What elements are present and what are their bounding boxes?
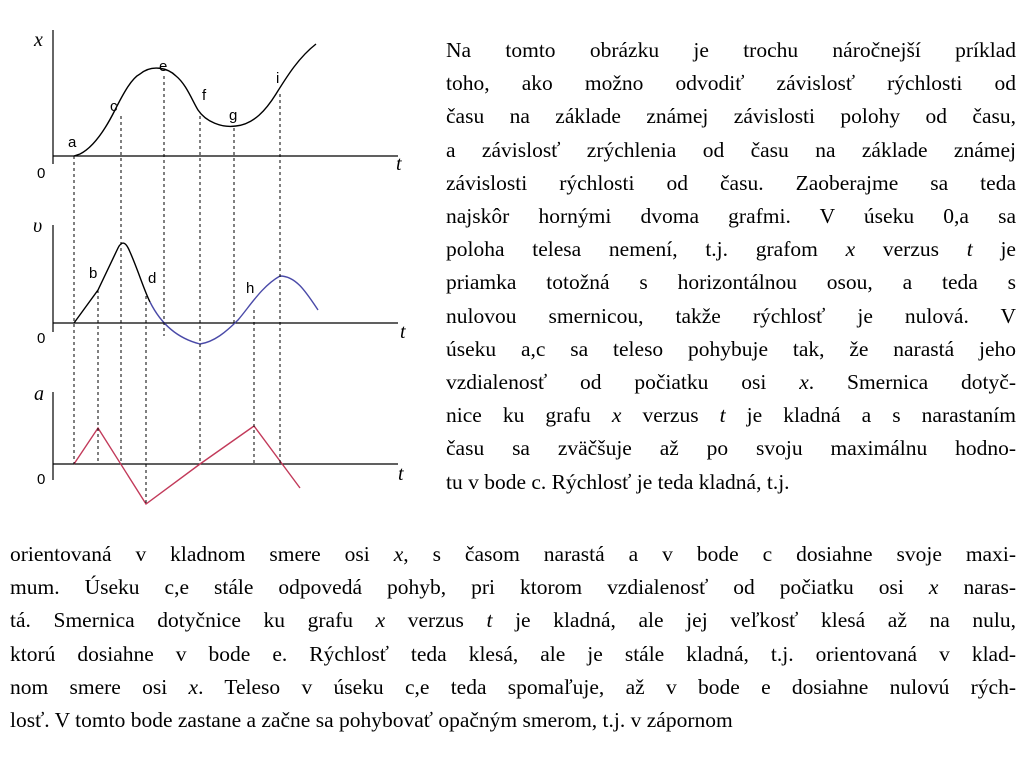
motion-graphs-figure bbox=[0, 20, 430, 520]
text-line bbox=[10, 538, 1016, 571]
text-run: úseku a,c sa teleso pohybuje tak, že narastá jeho bbox=[446, 336, 1016, 361]
position-point-label-c: c bbox=[110, 98, 118, 115]
velocity-t-label: t bbox=[400, 321, 406, 343]
text-run: nice ku grafu bbox=[446, 403, 612, 428]
position-point-label-g: g bbox=[229, 107, 238, 124]
text-run: toho, ako možno odvodiť závislosť rýchlosti od bbox=[446, 71, 1016, 96]
math-variable: t bbox=[719, 403, 726, 428]
velocity-curve-rising bbox=[74, 243, 150, 323]
velocity-point-label-h: h bbox=[246, 280, 255, 297]
text-line bbox=[446, 100, 1016, 133]
text-run: verzus bbox=[621, 403, 720, 428]
text-run: závislosti rýchlosti od času. Zaoberajme sa teda bbox=[446, 170, 1016, 195]
math-variable: x bbox=[393, 542, 404, 566]
position-point-label-a: a bbox=[68, 134, 77, 151]
math-variable: x bbox=[188, 674, 199, 699]
velocity-point-label-b: b bbox=[89, 265, 98, 282]
text-line bbox=[446, 266, 1016, 299]
text-line bbox=[446, 432, 1016, 465]
text-paragraph-right bbox=[446, 34, 1016, 499]
text-line bbox=[446, 233, 1016, 266]
position-t-label: t bbox=[396, 153, 402, 175]
position-graph bbox=[33, 29, 402, 182]
text-run: . Smernica dotyč- bbox=[808, 370, 1016, 395]
acceleration-t-label: t bbox=[398, 463, 404, 485]
text-run: je kladná a s narastaním bbox=[725, 403, 1016, 428]
text-run: času sa zväčšuje až po svoju maximálnu hodno- bbox=[446, 436, 1016, 461]
text-run: nulovou smernicou, takže rýchlosť je nulová. V bbox=[446, 303, 1016, 328]
text-line bbox=[10, 638, 1016, 671]
text-line bbox=[10, 571, 1016, 604]
velocity-y-label: υ bbox=[33, 215, 43, 237]
text-run: , s časom narastá a v bode c dosiahne svoje maxi- bbox=[403, 542, 1016, 566]
text-run: je bbox=[972, 237, 1016, 262]
text-line bbox=[446, 134, 1016, 167]
math-variable: t bbox=[966, 237, 973, 262]
text-line bbox=[446, 466, 1016, 499]
text-run: orientovaná v kladnom smere osi bbox=[10, 542, 394, 566]
math-variable: x bbox=[799, 370, 809, 395]
text-line bbox=[446, 67, 1016, 100]
position-origin-label: 0 bbox=[37, 165, 46, 182]
text-run: a závislosť zrýchlenia od času na základe známej bbox=[446, 137, 1016, 162]
text-run: . Teleso v úseku c,e teda spomaľuje, až v bode e dosiahne nulovú rých- bbox=[198, 674, 1016, 699]
text-run: tá. Smernica dotyčnice ku grafu bbox=[10, 608, 376, 633]
text-run: verzus bbox=[385, 608, 487, 633]
position-point-label-i: i bbox=[276, 70, 280, 87]
velocity-graph bbox=[33, 215, 406, 347]
acceleration-y-label: a bbox=[34, 383, 44, 405]
position-point-label-f: f bbox=[202, 87, 207, 104]
text-run: mum. Úseku c,e stále odpovedá pohyb, pri ktorom vzdialenosť od počiatku osi bbox=[10, 575, 929, 600]
acceleration-graph bbox=[34, 383, 404, 504]
text-line bbox=[446, 167, 1016, 200]
text-line bbox=[446, 300, 1016, 333]
text-run: času na základe známej závislosti polohy od času, bbox=[446, 104, 1016, 129]
text-run: tu v bode c. Rýchlosť je teda kladná, t.j. bbox=[446, 469, 790, 494]
text-run: ktorú dosiahne v bode e. Rýchlosť teda klesá, ale je stále kladná, t.j. orientovaná v klad- bbox=[10, 641, 1016, 666]
math-variable: x bbox=[375, 608, 386, 633]
text-line bbox=[446, 34, 1016, 67]
text-run: je kladná, ale jej veľkosť klesá až na nulu, bbox=[492, 608, 1016, 633]
text-line bbox=[446, 333, 1016, 366]
text-run: najskôr hornými dvoma grafmi. V úseku 0,a sa bbox=[446, 204, 1016, 229]
text-line bbox=[446, 200, 1016, 233]
text-run: losť. V tomto bode zastane a začne sa pohybovať opačným smerom, t.j. v zápornom bbox=[10, 708, 733, 733]
math-variable: x bbox=[845, 237, 856, 262]
math-variable: x bbox=[928, 575, 939, 600]
acceleration-curve bbox=[74, 426, 300, 504]
text-run: nom smere osi bbox=[10, 674, 189, 699]
acceleration-origin-label: 0 bbox=[37, 471, 46, 488]
position-y-label: x bbox=[34, 29, 43, 51]
text-paragraph-bottom bbox=[10, 538, 1016, 737]
text-line bbox=[446, 399, 1016, 432]
text-run: poloha telesa nemení, t.j. grafom bbox=[446, 237, 846, 262]
text-run: vzdialenosť od počiatku osi bbox=[446, 370, 800, 395]
velocity-origin-label: 0 bbox=[37, 330, 46, 347]
text-line bbox=[446, 366, 1016, 399]
text-run: naras- bbox=[938, 575, 1016, 600]
text-line bbox=[10, 704, 1016, 737]
text-run: verzus bbox=[855, 237, 967, 262]
position-point-label-e: e bbox=[159, 58, 168, 75]
text-run: priamka totožná s horizontálnou osou, a teda s bbox=[446, 270, 1016, 295]
math-variable: t bbox=[486, 608, 493, 633]
text-line bbox=[10, 671, 1016, 704]
text-line bbox=[10, 604, 1016, 637]
math-variable: x bbox=[611, 403, 622, 428]
velocity-point-label-d: d bbox=[148, 270, 157, 287]
text-run: Na tomto obrázku je trochu náročnejší príklad bbox=[446, 38, 1016, 62]
